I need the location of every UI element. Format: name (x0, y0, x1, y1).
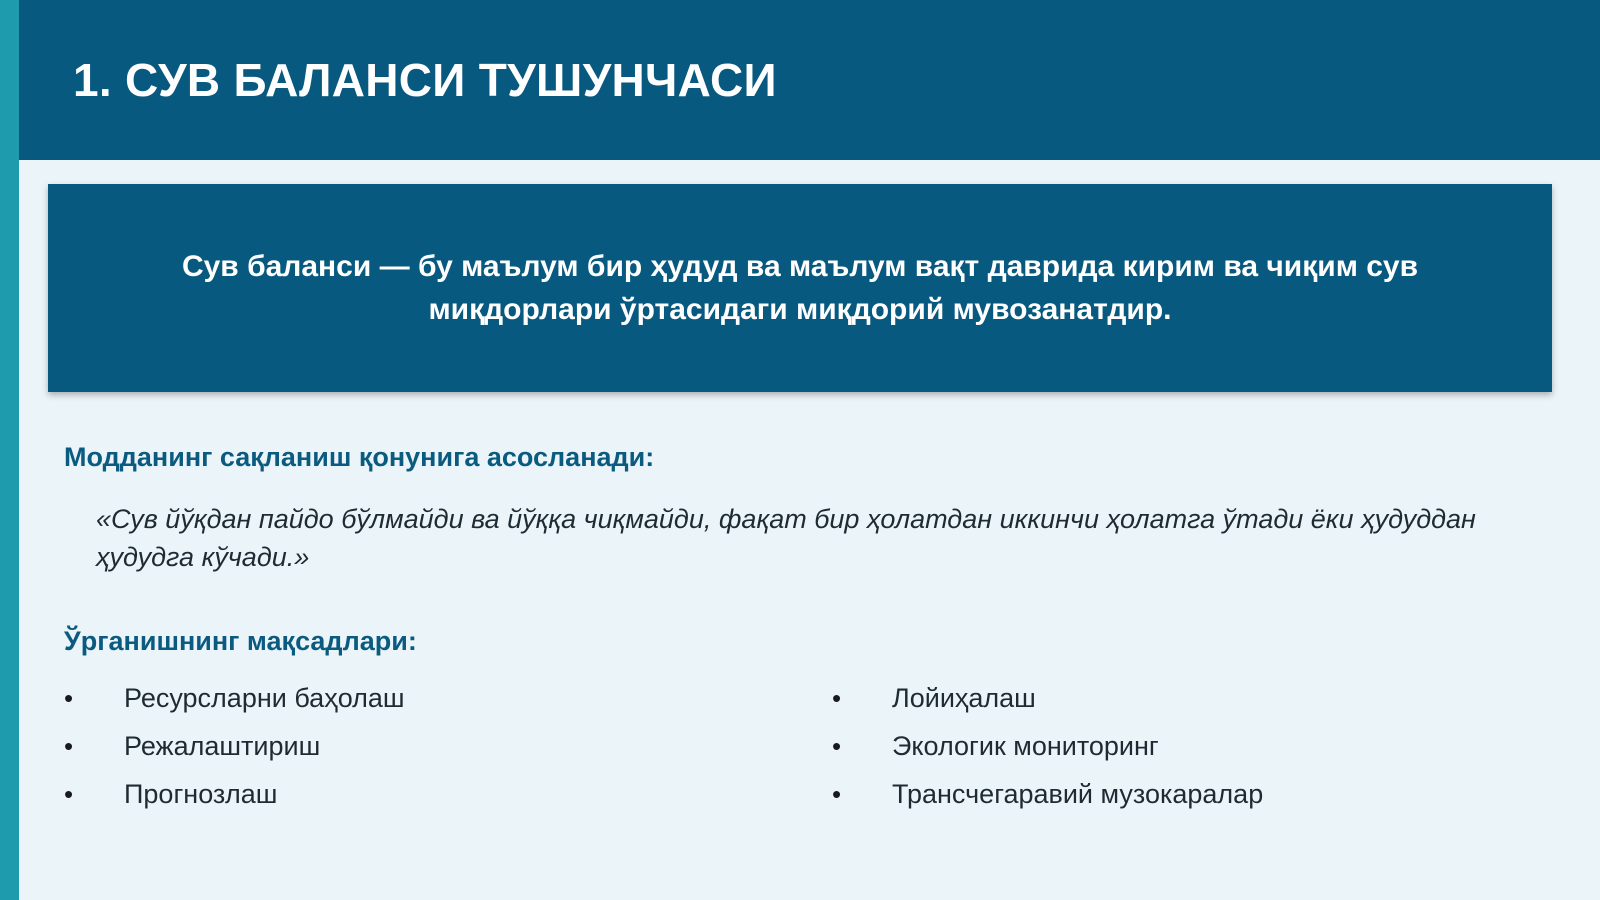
bullet-icon: • (64, 731, 74, 761)
law-quote: «Сув йўқдан пайдо бўлмайди ва йўққа чиқмайди, фақат бир ҳолатдан иккинчи ҳолатга ўтади ёки ҳудуддан ҳудудга кўчади.» (96, 504, 1476, 572)
accent-bar (0, 0, 19, 900)
goal-label: Трансчегаравий музокаралар (892, 779, 1264, 809)
goal-label: Экологик мониторинг (892, 731, 1159, 761)
slide-title: 1. СУВ БАЛАНСИ ТУШУНЧАСИ (73, 54, 777, 106)
goal-label: Ресурсларни баҳолаш (124, 683, 405, 713)
definition-box (48, 184, 1552, 392)
law-heading: Модданинг сақланиш қонунига асосланади: (64, 442, 655, 472)
goal-label: Лойиҳалаш (892, 683, 1036, 713)
bullet-icon: • (64, 779, 74, 809)
slide-header (19, 0, 1600, 160)
bullet-icon: • (64, 683, 74, 713)
goals-heading: Ўрганишнинг мақсадлари: (64, 626, 417, 656)
goal-label: Режалаштириш (124, 731, 321, 761)
bullet-icon: • (832, 683, 842, 713)
bullet-icon: • (832, 779, 842, 809)
definition-text: Сув баланси — бу маълум бир ҳудуд ва маълум вақт даврида кирим ва чиқим сув миқдорлари ўртасидаги миқдорий мувозанатдир. (181, 250, 1419, 326)
goal-label: Прогнозлаш (124, 779, 278, 809)
bullet-icon: • (832, 731, 842, 761)
